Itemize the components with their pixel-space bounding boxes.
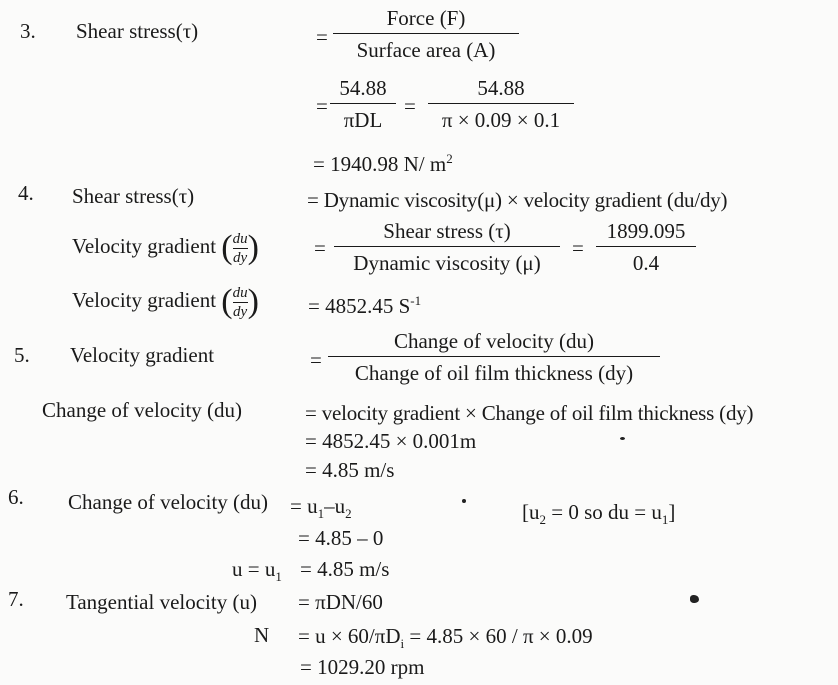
- step-4-fraction-numeric: [596, 219, 696, 275]
- fraction-numerator: Force (F): [386, 6, 466, 30]
- step-6-note: [$u_2 = 0$ so du = $u_1$]: [522, 500, 676, 528]
- step-4-velocity-gradient-label-2: Velocity gradient ( $\frac{du}{dy}$ ): [72, 283, 259, 321]
- step-6-label: Change of velocity (du): [68, 490, 269, 514]
- fraction-bar: [334, 246, 560, 247]
- fraction-denominator: 0.4: [632, 251, 660, 276]
- step-7-n-label: N: [254, 623, 270, 647]
- step-4-equals-1: =: [314, 236, 326, 260]
- step-6-number: 6.: [8, 485, 24, 509]
- fraction-numerator: 1899.095: [606, 219, 686, 243]
- step-3-fraction-numeric: [428, 76, 574, 132]
- step-5-equals-1: =: [310, 348, 322, 372]
- speck: [620, 437, 625, 440]
- step-4-definition: = Dynamic viscosity(μ) × velocity gradient (du/dy): [307, 188, 728, 212]
- speck: [462, 499, 466, 503]
- step-6-line-3: = 4.85 m/s: [300, 557, 390, 581]
- step-5-line-1: = velocity gradient × Change of oil film thickness (dy): [305, 401, 754, 425]
- step-5-fraction-velocity-thickness: [328, 329, 660, 385]
- step-4-number: 4.: [18, 181, 34, 205]
- fraction-numerator: Change of velocity (du): [393, 329, 595, 353]
- step-6-line-1: = $u_1-u_2$: [290, 494, 352, 522]
- step-7-line-2: = $u \times 60/\pi D_i = 4.85 \times 60 / \pi \times 0.09$: [298, 624, 593, 652]
- step-7-line-3: = 1029.20 rpm: [300, 655, 425, 679]
- step-5-line-3: = 4.85 m/s: [305, 458, 395, 482]
- step-4-result: = 4852.45 $S^{-1}$: [308, 293, 422, 318]
- fraction-numerator: Shear stress (τ): [383, 219, 511, 243]
- fraction-denominator: Change of oil film thickness (dy): [354, 361, 634, 386]
- fraction-denominator: Surface area (A): [356, 38, 496, 63]
- du-dy-small-fraction-2: $\frac{du}{dy}$: [232, 284, 248, 320]
- step-5-label: Velocity gradient: [70, 343, 215, 367]
- fraction-denominator: Dynamic viscosity (μ): [353, 251, 541, 276]
- step-3-label: Shear stress(τ): [76, 19, 199, 43]
- fraction-bar: [596, 246, 696, 247]
- step-4-equals-2: =: [572, 236, 584, 260]
- fraction-bar: [428, 103, 574, 104]
- step-3-fraction-piDL: [330, 76, 396, 132]
- step-3-fraction-force-area: [333, 6, 519, 62]
- du-dy-small-fraction: $\frac{du}{dy}$: [232, 230, 248, 266]
- step-3-equals-1: =: [316, 25, 328, 49]
- step-5-line-2: = 4852.45 × 0.001m: [305, 429, 477, 453]
- step-5-number: 5.: [14, 343, 30, 367]
- fraction-bar: [328, 356, 660, 357]
- fraction-numerator: 54.88: [339, 76, 387, 100]
- fraction-numerator: 54.88: [477, 76, 525, 100]
- step-4-label: Shear stress(τ): [72, 184, 195, 208]
- step-4-velocity-gradient-label: Velocity gradient ( $\frac{du}{dy}$ ): [72, 229, 259, 267]
- fraction-bar: [333, 33, 519, 34]
- step-7-label: Tangential velocity (u): [66, 590, 257, 614]
- step-7-line-1: = πDN/60: [298, 590, 383, 614]
- step-5-change-velocity-label: Change of velocity (du): [42, 398, 243, 422]
- step-3-number: 3.: [20, 19, 36, 43]
- step-6-u-label: $u = u_1$: [232, 557, 282, 585]
- fraction-bar: [330, 103, 396, 104]
- step-7-number: 7.: [8, 587, 24, 611]
- fraction-denominator: πDL: [343, 108, 383, 133]
- step-4-fraction-stress-viscosity: [334, 219, 560, 275]
- step-3-equals-3: =: [404, 94, 416, 118]
- step-3-result: = 1940.98 N/ $m^2$: [313, 151, 453, 176]
- fraction-denominator: π × 0.09 × 0.1: [441, 108, 561, 133]
- ink-blot: [690, 595, 699, 603]
- step-6-line-2: = 4.85 – 0: [298, 526, 384, 550]
- step-3-equals-2: =: [316, 94, 328, 118]
